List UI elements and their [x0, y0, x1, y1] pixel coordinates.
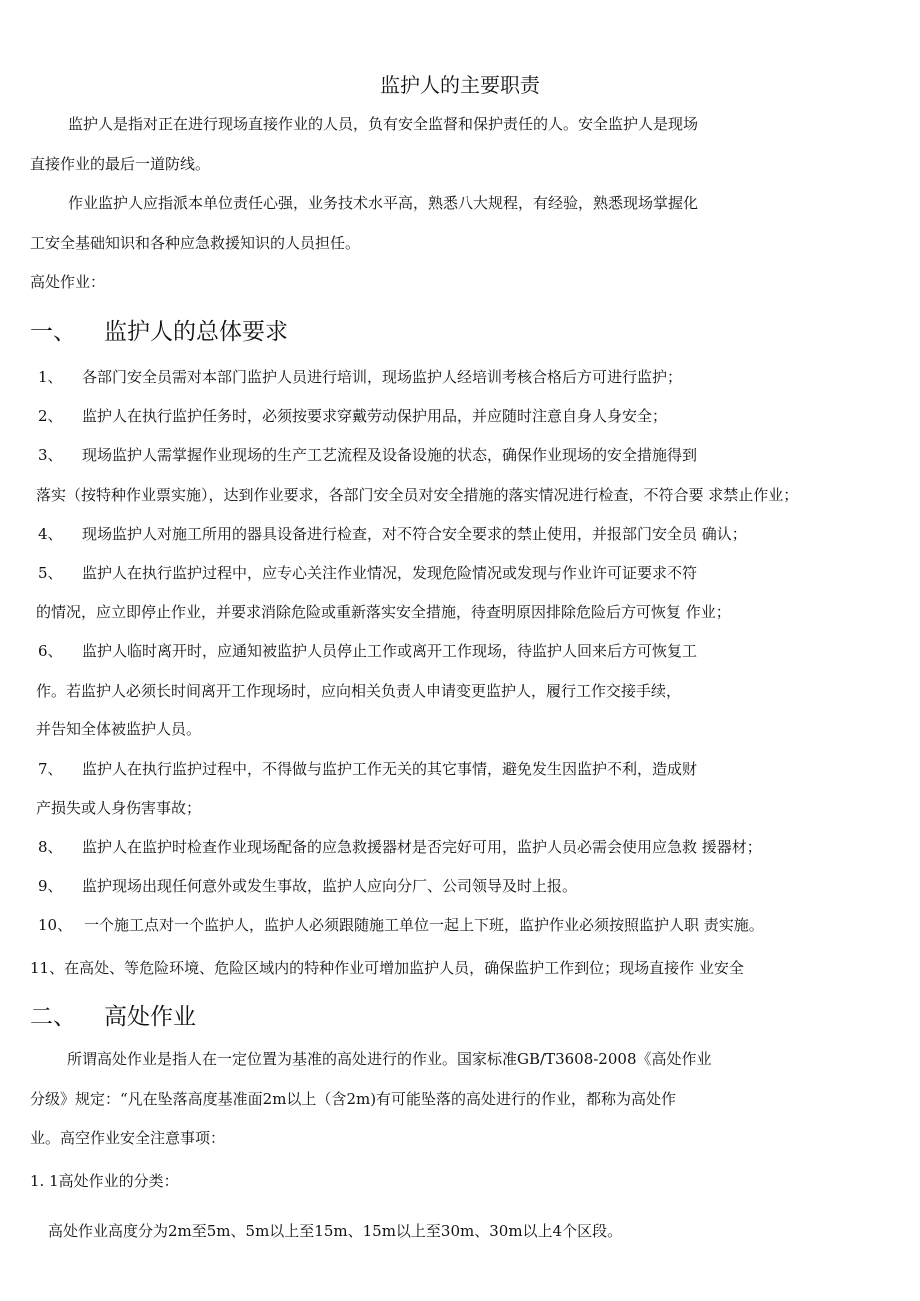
list-item: 1、 各部门安全员需对本部门监护人员进行培训，现场监护人经培训考核合格后方可进行监护；	[38, 368, 683, 386]
list-item: 10、 一个施工点对一个监护人，监护人必须跟随施工单位一起上下班，监护作业必须按照监护人职 责实施。	[38, 916, 764, 934]
list-item: 4、 现场监护人对施工所用的器具设备进行检查，对不符合安全要求的禁止使用，并报部门安全员 确认；	[38, 525, 747, 543]
intro-line-4: 工安全基础知识和各种应急救援知识的人员担任。	[30, 234, 361, 252]
list-item: 7、 监护人在执行监护过程中，不得做与监护工作无关的其它事情，避免发生因监护不利，造成财	[38, 760, 698, 778]
list-item: 11、在高处、等危险环境、危险区域内的特种作业可增加监护人员，确保监护工作到位；现场直接作 业安全	[30, 959, 744, 977]
list-item: 3、 现场监护人需掌握作业现场的生产工艺流程及设备设施的状态，确保作业现场的安全措施得到	[38, 446, 698, 464]
intro-line-5: 高处作业：	[30, 273, 106, 291]
section-2-heading	[30, 1003, 196, 1031]
subsection-heading: 1. 1高处作业的分类：	[30, 1172, 179, 1190]
list-item: 8、 监护人在监护时检查作业现场配备的应急救援器材是否完好可用，监护人员必需会使用应急救 援器材；	[38, 838, 762, 856]
intro-line-3: 作业监护人应指派本单位责任心强，业务技术水平高，熟悉八大规程，有经验，熟悉现场掌握化	[68, 194, 699, 212]
section-1-heading	[30, 318, 288, 346]
list-item-continuation: 并告知全体被监护人员。	[36, 720, 202, 738]
section-1-title: 监护人的总体要求	[104, 319, 288, 345]
section-2-para-line-5: 高处作业高度分为2m至5m、5m以上至15m、15m以上至30m、30m以上4个区段。	[48, 1222, 623, 1240]
list-item-continuation: 产损失或人身伤害事故；	[36, 799, 202, 817]
section-2-title: 高处作业	[104, 1004, 196, 1030]
list-item: 2、 监护人在执行监护任务时，必须按要求穿戴劳动保护用品，并应随时注意自身人身安全；	[38, 407, 668, 425]
intro-line-2: 直接作业的最后一道防线。	[30, 155, 211, 173]
section-2-para-line-3: 业。高空作业安全注意事项：	[30, 1129, 226, 1147]
intro-line-1: 监护人是指对正在进行现场直接作业的人员，负有安全监督和保护责任的人。安全监护人是现场	[68, 115, 699, 133]
list-item: 6、 监护人临时离开时，应通知被监护人员停止工作或离开工作现场，待监护人回来后方可恢复工	[38, 642, 698, 660]
page-title: 监护人的主要职责	[380, 73, 540, 97]
list-item-continuation: 作。若监护人必须长时间离开工作现场时，应向相关负责人申请变更监护人，履行工作交接手续，	[36, 682, 682, 700]
list-item-continuation: 落实（按特种作业票实施），达到作业要求，各部门安全员对安全措施的落实情况进行检查，不符合要 求禁止作业；	[36, 486, 799, 504]
list-item: 9、 监护现场出现任何意外或发生事故，监护人应向分厂、公司领导及时上报。	[38, 877, 578, 895]
list-item: 5、 监护人在执行监护过程中，应专心关注作业情况，发现危险情况或发现与作业许可证要求不符	[38, 564, 698, 582]
list-item-continuation: 的情况，应立即停止作业，并要求消除危险或重新落实安全措施，待查明原因排除危险后方可恢复 作业；	[36, 603, 731, 621]
section-1-marker: 一、	[30, 319, 76, 345]
section-2-marker: 二、	[30, 1004, 76, 1030]
section-2-para-line-1: 所谓高处作业是指人在一定位置为基准的高处进行的作业。国家标准GB/T3608-2008《高处作业	[67, 1050, 712, 1068]
section-2-para-line-2: 分级》规定：“凡在坠落高度基准面2m以上（含2m)有可能坠落的高处进行的作业，都称为高处作	[30, 1090, 677, 1108]
